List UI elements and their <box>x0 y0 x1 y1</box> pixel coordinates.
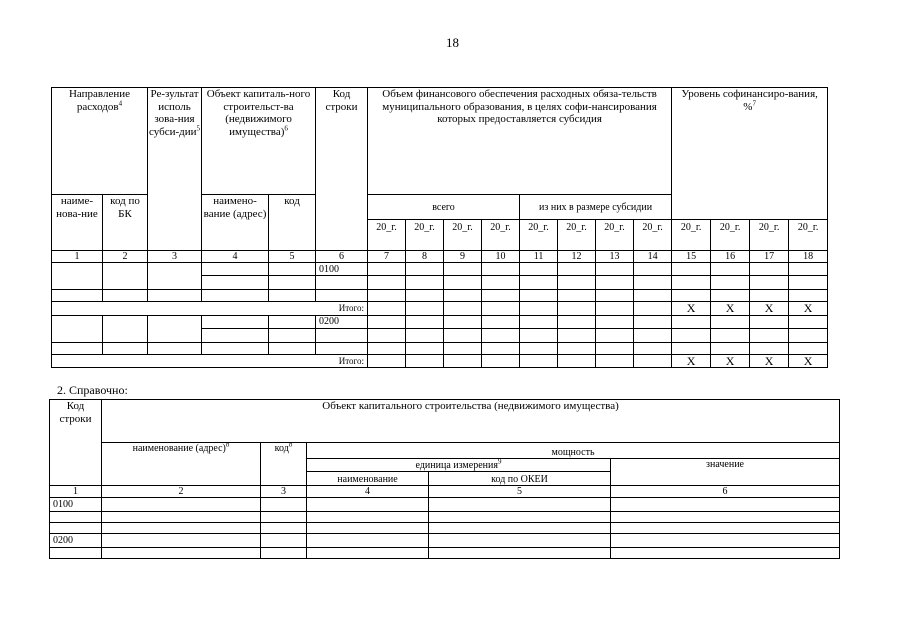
table-cell <box>520 290 558 302</box>
table-cell <box>261 534 307 548</box>
col-number: 2 <box>102 486 261 498</box>
table-cell <box>50 512 102 523</box>
table-cell <box>482 263 520 276</box>
header-level: Уровень софинансиро-вания, %$^7$ <box>672 88 828 220</box>
table-cell <box>444 302 482 316</box>
x-mark: X <box>789 354 828 368</box>
col-number: 6 <box>316 251 368 263</box>
table-cell <box>789 263 828 276</box>
table-cell <box>634 315 672 328</box>
table-cell <box>520 342 558 354</box>
table-cell <box>202 315 269 328</box>
ref-header-okei: код по ОКЕИ <box>429 472 611 486</box>
header-volume: Объем финансового обеспечения расходных обяза-тельств муниципального образования, в целях софи-нансирования которых предоставляется субсидия <box>368 88 672 195</box>
table-cell <box>102 523 261 534</box>
table-cell <box>444 290 482 302</box>
table-cell <box>202 342 269 354</box>
table-cell <box>558 342 596 354</box>
table-cell <box>103 342 148 354</box>
table-cell <box>558 276 596 290</box>
table-cell <box>711 290 750 302</box>
table-cell <box>634 354 672 368</box>
ref-header-name: наименование (адрес)$^8$ <box>102 443 261 486</box>
header-object: Объект капиталь-ного строительст-ва (недвижимого имущества)$^6$ <box>202 88 316 195</box>
table-cell <box>596 328 634 342</box>
x-mark: X <box>711 302 750 316</box>
table-cell <box>406 315 444 328</box>
col-number: 18 <box>789 251 828 263</box>
year-cell: 20_г. <box>482 220 520 251</box>
table-cell <box>269 276 316 290</box>
table-cell <box>103 315 148 342</box>
table-cell <box>634 302 672 316</box>
ref-header-capacity: мощность <box>307 443 840 459</box>
table-cell <box>261 548 307 559</box>
table-cell <box>444 315 482 328</box>
col-number: 14 <box>634 251 672 263</box>
x-mark: X <box>711 354 750 368</box>
table-cell <box>148 342 202 354</box>
ref-header-code-row: Код строки <box>50 400 102 486</box>
table-cell <box>634 276 672 290</box>
table-cell <box>103 263 148 290</box>
table-cell <box>261 512 307 523</box>
table-cell <box>711 328 750 342</box>
table-cell <box>711 263 750 276</box>
table-cell <box>368 263 406 276</box>
table-cell <box>269 342 316 354</box>
table-cell <box>634 263 672 276</box>
table-cell <box>789 315 828 328</box>
col-number: 10 <box>482 251 520 263</box>
table-cell <box>429 498 611 512</box>
header-result: Ре-зультат исполь зова-ния субси-дии$^5$ <box>148 88 202 251</box>
ref-header-object: Объект капитального строительства (недвижимого имущества) <box>102 400 840 443</box>
table-cell <box>750 290 789 302</box>
col-number: 13 <box>596 251 634 263</box>
table-cell <box>789 290 828 302</box>
table-cell <box>269 328 316 342</box>
col-number: 16 <box>711 251 750 263</box>
col-number: 7 <box>368 251 406 263</box>
col-number: 1 <box>52 251 103 263</box>
table-cell <box>444 342 482 354</box>
ref-header-unit: единица измерения$^9$ <box>307 459 611 472</box>
table-cell <box>202 328 269 342</box>
table-cell <box>444 354 482 368</box>
x-mark: X <box>750 302 789 316</box>
table-cell <box>558 263 596 276</box>
table-cell <box>596 263 634 276</box>
x-mark: X <box>672 354 711 368</box>
year-cell: 20_г. <box>596 220 634 251</box>
table-cell <box>558 328 596 342</box>
table-cell <box>50 548 102 559</box>
header-object-name: наимено-вание (адрес) <box>202 195 269 251</box>
table-cell <box>750 263 789 276</box>
table-cell <box>261 523 307 534</box>
table-cell <box>672 276 711 290</box>
table-cell <box>711 342 750 354</box>
ref-header-unit-name: наименование <box>307 472 429 486</box>
header-object-code: код <box>269 195 316 251</box>
year-cell: 20_г. <box>711 220 750 251</box>
table-cell <box>52 315 103 342</box>
table-cell <box>406 302 444 316</box>
col-number: 8 <box>406 251 444 263</box>
year-cell: 20_г. <box>444 220 482 251</box>
table-cell <box>368 354 406 368</box>
col-number: 4 <box>202 251 269 263</box>
table-cell <box>672 263 711 276</box>
year-cell: 20_г. <box>789 220 828 251</box>
col-number: 4 <box>307 486 429 498</box>
x-mark: X <box>750 354 789 368</box>
table-cell <box>558 302 596 316</box>
table-cell <box>429 534 611 548</box>
table-cell <box>482 354 520 368</box>
table-cell <box>789 342 828 354</box>
table-cell <box>611 548 840 559</box>
year-cell: 20_г. <box>672 220 711 251</box>
table-cell <box>711 315 750 328</box>
table-cell <box>520 354 558 368</box>
table-cell <box>750 342 789 354</box>
table-cell <box>316 328 368 342</box>
year-cell: 20_г. <box>406 220 444 251</box>
table-cell <box>368 302 406 316</box>
table-cell <box>368 276 406 290</box>
table-cell <box>307 534 429 548</box>
table-cell <box>429 512 611 523</box>
table-cell <box>596 290 634 302</box>
table-cell <box>672 290 711 302</box>
table-cell <box>750 276 789 290</box>
table-cell <box>102 548 261 559</box>
x-mark: X <box>789 302 828 316</box>
col-number: 12 <box>558 251 596 263</box>
header-code-bk: код по БК <box>103 195 148 251</box>
header-name: наиме-нова-ние <box>52 195 103 251</box>
ref-header-value: значение <box>611 459 840 486</box>
table-cell <box>102 512 261 523</box>
subsidy-table <box>51 87 828 368</box>
page-number: 18 <box>446 35 459 50</box>
table-cell <box>52 342 103 354</box>
table-cell <box>444 263 482 276</box>
table-cell <box>50 523 102 534</box>
table-cell <box>102 534 261 548</box>
table-cell <box>444 276 482 290</box>
header-direction: Направление расходов$^4$ <box>52 88 148 195</box>
table-cell <box>269 290 316 302</box>
table-cell <box>368 342 406 354</box>
table-cell <box>558 290 596 302</box>
table-cell <box>596 276 634 290</box>
col-number: 3 <box>148 251 202 263</box>
table-cell <box>316 276 368 290</box>
reference-table <box>49 399 840 559</box>
table-cell <box>148 315 202 342</box>
table-cell <box>672 328 711 342</box>
table-cell <box>596 354 634 368</box>
row-code-0200: 0200 <box>316 315 368 328</box>
year-cell: 20_г. <box>520 220 558 251</box>
table-cell <box>202 290 269 302</box>
col-number: 5 <box>429 486 611 498</box>
table-cell <box>482 290 520 302</box>
table-cell <box>316 290 368 302</box>
table-cell <box>406 263 444 276</box>
table-cell <box>429 523 611 534</box>
table-cell <box>596 302 634 316</box>
table-cell <box>269 263 316 276</box>
table-cell <box>103 290 148 302</box>
table-cell <box>520 315 558 328</box>
table-cell <box>368 328 406 342</box>
x-mark: X <box>672 302 711 316</box>
ref-row-code-0100: 0100 <box>50 498 102 512</box>
table-cell <box>789 328 828 342</box>
table-cell <box>406 354 444 368</box>
header-subsidy: из них в размере субсидии <box>520 195 672 220</box>
table-cell <box>520 302 558 316</box>
table-cell <box>406 276 444 290</box>
table-cell <box>672 342 711 354</box>
table-cell <box>750 328 789 342</box>
table-cell <box>148 290 202 302</box>
table-cell <box>520 276 558 290</box>
table-cell <box>102 498 261 512</box>
table-cell <box>406 342 444 354</box>
table-cell <box>52 263 103 290</box>
row-code-0100: 0100 <box>316 263 368 276</box>
table-cell <box>750 315 789 328</box>
table-cell <box>368 290 406 302</box>
table-cell <box>482 315 520 328</box>
table-cell <box>429 548 611 559</box>
table-cell <box>316 342 368 354</box>
table-cell <box>711 276 750 290</box>
col-number: 2 <box>103 251 148 263</box>
year-cell: 20_г. <box>750 220 789 251</box>
table-cell <box>789 276 828 290</box>
header-code-row: Код строки <box>316 88 368 251</box>
table-cell <box>634 342 672 354</box>
col-number: 9 <box>444 251 482 263</box>
section-title: 2. Справочно: <box>57 383 128 397</box>
col-number: 6 <box>611 486 840 498</box>
table-cell <box>558 315 596 328</box>
ref-header-code: код$^8$ <box>261 443 307 486</box>
table-cell <box>482 276 520 290</box>
col-number: 1 <box>50 486 102 498</box>
ref-row-code-0200: 0200 <box>50 534 102 548</box>
table-cell <box>520 263 558 276</box>
year-cell: 20_г. <box>368 220 406 251</box>
table-cell <box>202 263 269 276</box>
col-number: 17 <box>750 251 789 263</box>
table-cell <box>148 263 202 290</box>
table-cell <box>482 328 520 342</box>
table-cell <box>202 276 269 290</box>
table-cell <box>307 498 429 512</box>
col-number: 15 <box>672 251 711 263</box>
table-cell <box>482 302 520 316</box>
table-cell <box>406 290 444 302</box>
table-cell <box>611 512 840 523</box>
table-cell <box>307 512 429 523</box>
itogo-label: Итого: <box>52 354 368 368</box>
table-cell <box>558 354 596 368</box>
table-cell <box>307 548 429 559</box>
table-cell <box>444 328 482 342</box>
col-number: 5 <box>269 251 316 263</box>
col-number: 11 <box>520 251 558 263</box>
year-cell: 20_г. <box>634 220 672 251</box>
table-cell <box>520 328 558 342</box>
table-cell <box>596 342 634 354</box>
table-cell <box>269 315 316 328</box>
table-cell <box>52 290 103 302</box>
table-cell <box>611 498 840 512</box>
header-total: всего <box>368 195 520 220</box>
table-cell <box>634 290 672 302</box>
table-cell <box>307 523 429 534</box>
col-number: 3 <box>261 486 307 498</box>
year-cell: 20_г. <box>558 220 596 251</box>
table-cell <box>482 342 520 354</box>
table-cell <box>672 315 711 328</box>
table-cell <box>368 315 406 328</box>
table-cell <box>611 523 840 534</box>
table-cell <box>634 328 672 342</box>
table-cell <box>611 534 840 548</box>
table-cell <box>596 315 634 328</box>
itogo-label: Итого: <box>52 302 368 316</box>
table-cell <box>406 328 444 342</box>
table-cell <box>261 498 307 512</box>
